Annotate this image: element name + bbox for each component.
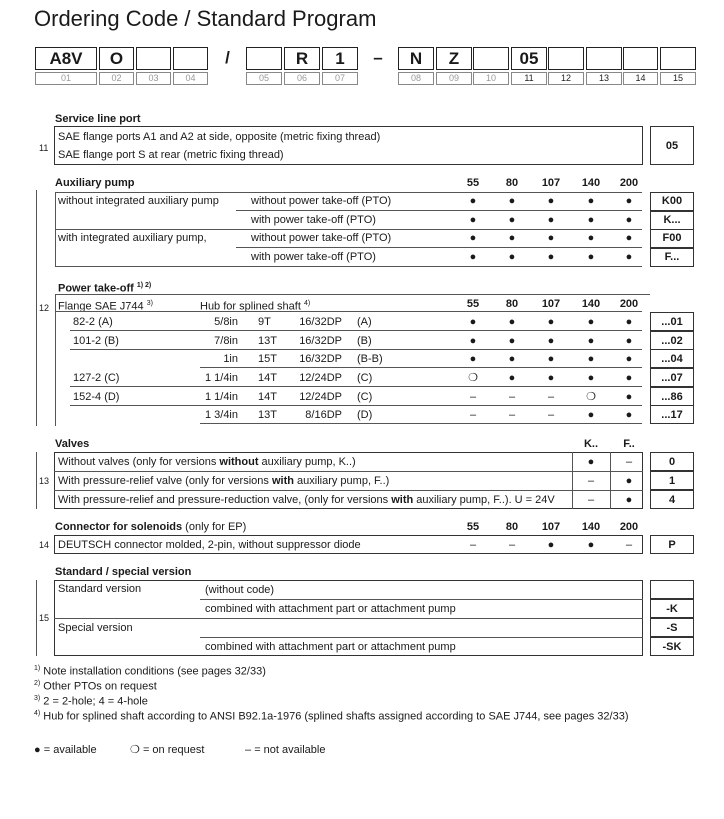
special-row-2-code: -SK bbox=[662, 641, 682, 653]
standard-heading: Standard / special version bbox=[55, 566, 192, 578]
pto-code: ...17 bbox=[661, 409, 683, 421]
position-cell: 09 bbox=[436, 72, 472, 85]
service-line-heading: Service line port bbox=[55, 113, 141, 125]
pto-diameter: 1in bbox=[223, 353, 238, 365]
availability-symbol: ● bbox=[625, 214, 633, 226]
footnote-text: Other PTOs on request bbox=[40, 680, 157, 693]
pto-teeth: 15T bbox=[258, 353, 277, 365]
availability-symbol: ● bbox=[508, 372, 516, 384]
availability-symbol: – bbox=[469, 539, 477, 551]
availability-symbol: ● bbox=[469, 335, 477, 347]
pto-heading: Power take-off $^{1) 2)}$ bbox=[58, 282, 152, 295]
special-version-label: Special version bbox=[58, 622, 133, 634]
availability-symbol: ● bbox=[469, 353, 477, 365]
valves-row-3-f: ● bbox=[625, 494, 633, 506]
pto-code: ...07 bbox=[661, 372, 683, 384]
pto-size-55: 55 bbox=[466, 298, 480, 310]
valves-rule-1 bbox=[54, 471, 643, 472]
pto-row-rule bbox=[200, 423, 642, 424]
availability-symbol: ● bbox=[587, 232, 595, 244]
position-cell: 14 bbox=[623, 72, 658, 85]
code-cell bbox=[548, 47, 584, 70]
section-13-bracket bbox=[36, 452, 37, 509]
availability-symbol: ● bbox=[587, 251, 595, 263]
aux-top-rule bbox=[55, 192, 642, 193]
availability-symbol: – bbox=[508, 409, 516, 421]
pto-pitch: 8/16DP bbox=[305, 409, 342, 421]
pto-size-140: 140 bbox=[581, 298, 601, 310]
connector-size-55: 55 bbox=[466, 521, 480, 533]
standard-row-2-code: -K bbox=[666, 603, 678, 615]
connector-heading: Connector for solenoids (only for EP) bbox=[55, 521, 247, 533]
availability-symbol: ● bbox=[508, 353, 516, 365]
code-cell bbox=[473, 47, 509, 70]
connector-size-80: 80 bbox=[505, 521, 519, 533]
footnote-text: Hub for splined shaft according to ANSI B92.1a-1976 (splined shafts assigned according to SAE J744, see pages 32/33) bbox=[40, 710, 629, 723]
availability-symbol: ● bbox=[508, 195, 516, 207]
position-cell: 03 bbox=[136, 72, 171, 85]
pto-flange: 127-2 (C) bbox=[73, 372, 120, 384]
standard-row-2-text: combined with attachment part or attachment pump bbox=[205, 603, 456, 615]
aux-size-55: 55 bbox=[466, 177, 480, 189]
section-number-13: 13 bbox=[39, 476, 50, 486]
service-line-text-2: SAE flange port S at rear (metric fixing thread) bbox=[58, 149, 284, 161]
pto-diameter: 5/8in bbox=[214, 316, 238, 328]
valves-row-2-k: – bbox=[587, 475, 595, 487]
valves-row-2-text: With pressure-relief valve (only for versions with auxiliary pump, F..) bbox=[58, 475, 390, 487]
standard-rule-1 bbox=[200, 599, 643, 600]
connector-size-140: 140 bbox=[581, 521, 601, 533]
footnote-mark: 2) bbox=[34, 680, 41, 687]
footnote-text: 2 = 2-hole; 4 = 4-hole bbox=[40, 695, 148, 708]
position-cell: 13 bbox=[586, 72, 622, 85]
pto-type: (A) bbox=[357, 316, 372, 328]
pto-type: (B-B) bbox=[357, 353, 383, 365]
pto-header-rule bbox=[55, 311, 642, 312]
legend-on-request-symbol: ❍ bbox=[130, 744, 140, 756]
connector-size-107: 107 bbox=[541, 521, 561, 533]
valves-row-3-text: With pressure-relief and pressure-reduction valve, (only for versions with auxiliary pump, F..). U = 24V bbox=[58, 494, 555, 506]
pto-diameter: 7/8in bbox=[214, 335, 238, 347]
availability-symbol: ● bbox=[625, 391, 633, 403]
pto-flange-label: Flange SAE J744 $^{3)}$ bbox=[58, 300, 153, 313]
availability-symbol: – bbox=[469, 409, 477, 421]
pto-row-rule bbox=[70, 349, 642, 350]
position-cell bbox=[210, 72, 245, 85]
position-cell: 12 bbox=[548, 72, 584, 85]
pto-size-80: 80 bbox=[505, 298, 519, 310]
position-cell: 11 bbox=[511, 72, 547, 85]
standard-rule-2 bbox=[54, 618, 643, 619]
aux-size-140: 140 bbox=[581, 177, 601, 189]
pto-teeth: 9T bbox=[258, 316, 271, 328]
valves-row-3-k: – bbox=[587, 494, 595, 506]
aux-rule-2 bbox=[55, 229, 642, 230]
pto-flange: 82-2 (A) bbox=[73, 316, 113, 328]
code-cell: 1 bbox=[322, 47, 358, 70]
availability-symbol: ❍ bbox=[468, 372, 478, 384]
availability-symbol: ● bbox=[547, 232, 555, 244]
availability-symbol: ● bbox=[508, 251, 516, 263]
code-cell: / bbox=[225, 48, 230, 67]
availability-symbol: – bbox=[508, 391, 516, 403]
aux-bottom-rule bbox=[55, 266, 642, 267]
special-row-2-text: combined with attachment part or attachment pump bbox=[205, 641, 456, 653]
legend-on-request: ❍ = on request bbox=[130, 744, 205, 756]
pto-diameter: 1 1/4in bbox=[204, 372, 238, 384]
availability-symbol: ❍ bbox=[586, 391, 596, 403]
valves-heading: Valves bbox=[55, 438, 90, 450]
availability-symbol: – bbox=[469, 391, 477, 403]
aux-group-label: without integrated auxiliary pump bbox=[58, 195, 219, 207]
availability-symbol: ● bbox=[469, 195, 477, 207]
footnote-mark: 3) bbox=[34, 695, 41, 702]
availability-symbol: ● bbox=[547, 251, 555, 263]
service-line-code: 05 bbox=[665, 140, 679, 152]
availability-symbol: ● bbox=[508, 335, 516, 347]
valves-row-2-code: 1 bbox=[668, 475, 676, 487]
legend-available: ● = available bbox=[34, 744, 97, 756]
code-cell: Z bbox=[436, 47, 472, 70]
pto-row-rule bbox=[70, 330, 642, 331]
availability-symbol: ● bbox=[547, 372, 555, 384]
aux-size-80: 80 bbox=[505, 177, 519, 189]
valves-col-f: F.. bbox=[623, 438, 635, 450]
valves-col-sep-1 bbox=[572, 452, 573, 509]
section-12-bracket bbox=[36, 190, 37, 426]
section-number-11: 11 bbox=[39, 143, 49, 153]
position-cell: 10 bbox=[473, 72, 509, 85]
pto-size-107: 107 bbox=[541, 298, 561, 310]
section-number-15: 15 bbox=[39, 613, 50, 623]
pto-type: (B) bbox=[357, 335, 372, 347]
code-cell: O bbox=[99, 47, 134, 70]
standard-rule-3 bbox=[200, 637, 643, 638]
availability-symbol: ● bbox=[587, 316, 595, 328]
pto-flange: 101-2 (B) bbox=[73, 335, 119, 347]
footnote-mark: 4) bbox=[34, 710, 41, 717]
availability-symbol: ● bbox=[547, 316, 555, 328]
code-cell bbox=[136, 47, 171, 70]
special-row-1-code: -S bbox=[666, 622, 678, 634]
connector-text: DEUTSCH connector molded, 2-pin, without suppressor diode bbox=[58, 539, 361, 551]
section-number-12: 12 bbox=[39, 303, 50, 313]
position-cell: 05 bbox=[246, 72, 282, 85]
pto-code: ...02 bbox=[661, 335, 683, 347]
footnote-mark: 1) bbox=[34, 665, 41, 672]
pto-row-rule bbox=[70, 405, 642, 406]
pto-top-rule bbox=[55, 294, 650, 295]
availability-symbol: ● bbox=[508, 214, 516, 226]
code-cell bbox=[623, 47, 658, 70]
valves-row-1-code: 0 bbox=[668, 456, 676, 468]
connector-size-200: 200 bbox=[619, 521, 639, 533]
code-cell bbox=[586, 47, 622, 70]
code-cell: R bbox=[284, 47, 320, 70]
valves-rule-2 bbox=[54, 490, 643, 491]
pto-diameter: 1 3/4in bbox=[204, 409, 238, 421]
availability-symbol: ● bbox=[587, 335, 595, 347]
standard-row-1-code-box bbox=[650, 580, 694, 599]
valves-row-1-f: – bbox=[625, 456, 633, 468]
valves-col-sep-2 bbox=[610, 452, 611, 509]
connector-code: P bbox=[668, 539, 676, 551]
availability-symbol: ● bbox=[587, 539, 595, 551]
code-cell bbox=[246, 47, 282, 70]
pto-type: (C) bbox=[357, 372, 373, 384]
position-cell bbox=[360, 72, 396, 85]
pto-teeth: 14T bbox=[258, 391, 277, 403]
availability-symbol: ● bbox=[625, 195, 633, 207]
availability-symbol: ● bbox=[547, 214, 555, 226]
availability-symbol: ● bbox=[469, 251, 477, 263]
pto-pitch: 16/32DP bbox=[299, 353, 342, 365]
code-cell bbox=[173, 47, 208, 70]
pto-teeth: 13T bbox=[258, 409, 277, 421]
valves-row-3-code: 4 bbox=[668, 494, 676, 506]
pto-type: (D) bbox=[357, 409, 373, 421]
availability-symbol: – bbox=[508, 539, 516, 551]
standard-version-label: Standard version bbox=[58, 583, 142, 595]
aux-code: K... bbox=[663, 214, 681, 226]
aux-variant-label: with power take-off (PTO) bbox=[251, 251, 376, 263]
availability-symbol: ● bbox=[508, 232, 516, 244]
aux-size-107: 107 bbox=[541, 177, 561, 189]
aux-variant-label: with power take-off (PTO) bbox=[251, 214, 376, 226]
position-cell: 02 bbox=[99, 72, 134, 85]
section-15-bracket bbox=[36, 580, 37, 656]
code-cell: N bbox=[398, 47, 434, 70]
pto-hub-label: Hub for splined shaft $^{4)}$ bbox=[200, 300, 311, 313]
availability-symbol: ● bbox=[587, 409, 595, 421]
aux-code: F00 bbox=[662, 232, 682, 244]
availability-symbol: ● bbox=[547, 539, 555, 551]
availability-symbol: ● bbox=[625, 232, 633, 244]
availability-symbol: ● bbox=[625, 409, 633, 421]
footnote bbox=[34, 707, 629, 724]
page-title: Ordering Code / Standard Program bbox=[34, 6, 377, 31]
legend-available-symbol: ● bbox=[34, 744, 41, 756]
availability-symbol: ● bbox=[508, 316, 516, 328]
aux-size-200: 200 bbox=[619, 177, 639, 189]
position-cell: 06 bbox=[284, 72, 320, 85]
pto-pitch: 12/24DP bbox=[299, 372, 342, 384]
code-cell: A8V bbox=[35, 47, 97, 70]
availability-symbol: ● bbox=[625, 372, 633, 384]
availability-symbol: ● bbox=[547, 195, 555, 207]
availability-symbol: ● bbox=[469, 316, 477, 328]
availability-symbol: ● bbox=[469, 214, 477, 226]
aux-code: F... bbox=[664, 251, 680, 263]
aux-rule-1 bbox=[236, 210, 642, 211]
pto-code: ...86 bbox=[661, 391, 683, 403]
availability-symbol: ● bbox=[587, 353, 595, 365]
standard-row-1-text: (without code) bbox=[205, 584, 275, 596]
valves-row-2-f: ● bbox=[625, 475, 633, 487]
legend-not-available: – = not available bbox=[245, 744, 326, 756]
pto-teeth: 13T bbox=[258, 335, 277, 347]
availability-symbol: ● bbox=[469, 232, 477, 244]
aux-code: K00 bbox=[661, 195, 683, 207]
availability-symbol: ● bbox=[587, 372, 595, 384]
position-cell: 04 bbox=[173, 72, 208, 85]
pto-code: ...01 bbox=[661, 316, 683, 328]
pto-pitch: 16/32DP bbox=[299, 316, 342, 328]
pto-diameter: 1 1/4in bbox=[204, 391, 238, 403]
service-line-text-1: SAE flange ports A1 and A2 at side, opposite (metric fixing thread) bbox=[58, 131, 381, 143]
position-cell: 08 bbox=[398, 72, 434, 85]
pto-type: (C) bbox=[357, 391, 373, 403]
availability-symbol: ● bbox=[625, 353, 633, 365]
pto-pitch: 16/32DP bbox=[299, 335, 342, 347]
availability-symbol: ● bbox=[547, 335, 555, 347]
legend-not-available-symbol: – bbox=[245, 744, 252, 756]
valves-row-1-text: Without valves (only for versions without auxiliary pump, K..) bbox=[58, 456, 356, 468]
pto-row-rule bbox=[70, 386, 642, 387]
availability-symbol: ● bbox=[625, 316, 633, 328]
footnote-text: Note installation conditions (see pages 32/33) bbox=[40, 665, 266, 678]
pto-row-rule bbox=[200, 367, 642, 368]
pto-pitch: 12/24DP bbox=[299, 391, 342, 403]
pto-size-200: 200 bbox=[619, 298, 639, 310]
availability-symbol: ● bbox=[547, 353, 555, 365]
availability-symbol: – bbox=[625, 539, 633, 551]
availability-symbol: ● bbox=[587, 214, 595, 226]
position-cell: 01 bbox=[35, 72, 97, 85]
aux-group-label: with integrated auxiliary pump, bbox=[58, 232, 207, 244]
pto-left-border bbox=[55, 294, 56, 426]
availability-symbol: ● bbox=[587, 195, 595, 207]
aux-variant-label: without power take-off (PTO) bbox=[251, 195, 392, 207]
valves-col-k: K.. bbox=[583, 438, 599, 450]
aux-pump-heading: Auxiliary pump bbox=[55, 177, 135, 189]
section-number-14: 14 bbox=[39, 540, 50, 550]
valves-row-1-k: ● bbox=[587, 456, 595, 468]
availability-symbol: – bbox=[547, 391, 555, 403]
position-cell: 07 bbox=[322, 72, 358, 85]
code-cell bbox=[660, 47, 696, 70]
availability-symbol: ● bbox=[625, 335, 633, 347]
aux-variant-label: without power take-off (PTO) bbox=[251, 232, 392, 244]
pto-teeth: 14T bbox=[258, 372, 277, 384]
position-cell: 15 bbox=[660, 72, 696, 85]
pto-code: ...04 bbox=[661, 353, 683, 365]
code-cell: – bbox=[373, 48, 383, 67]
code-cell: 05 bbox=[511, 47, 547, 70]
pto-flange: 152-4 (D) bbox=[73, 391, 120, 403]
availability-symbol: – bbox=[547, 409, 555, 421]
availability-symbol: ● bbox=[625, 251, 633, 263]
aux-rule-3 bbox=[236, 247, 642, 248]
